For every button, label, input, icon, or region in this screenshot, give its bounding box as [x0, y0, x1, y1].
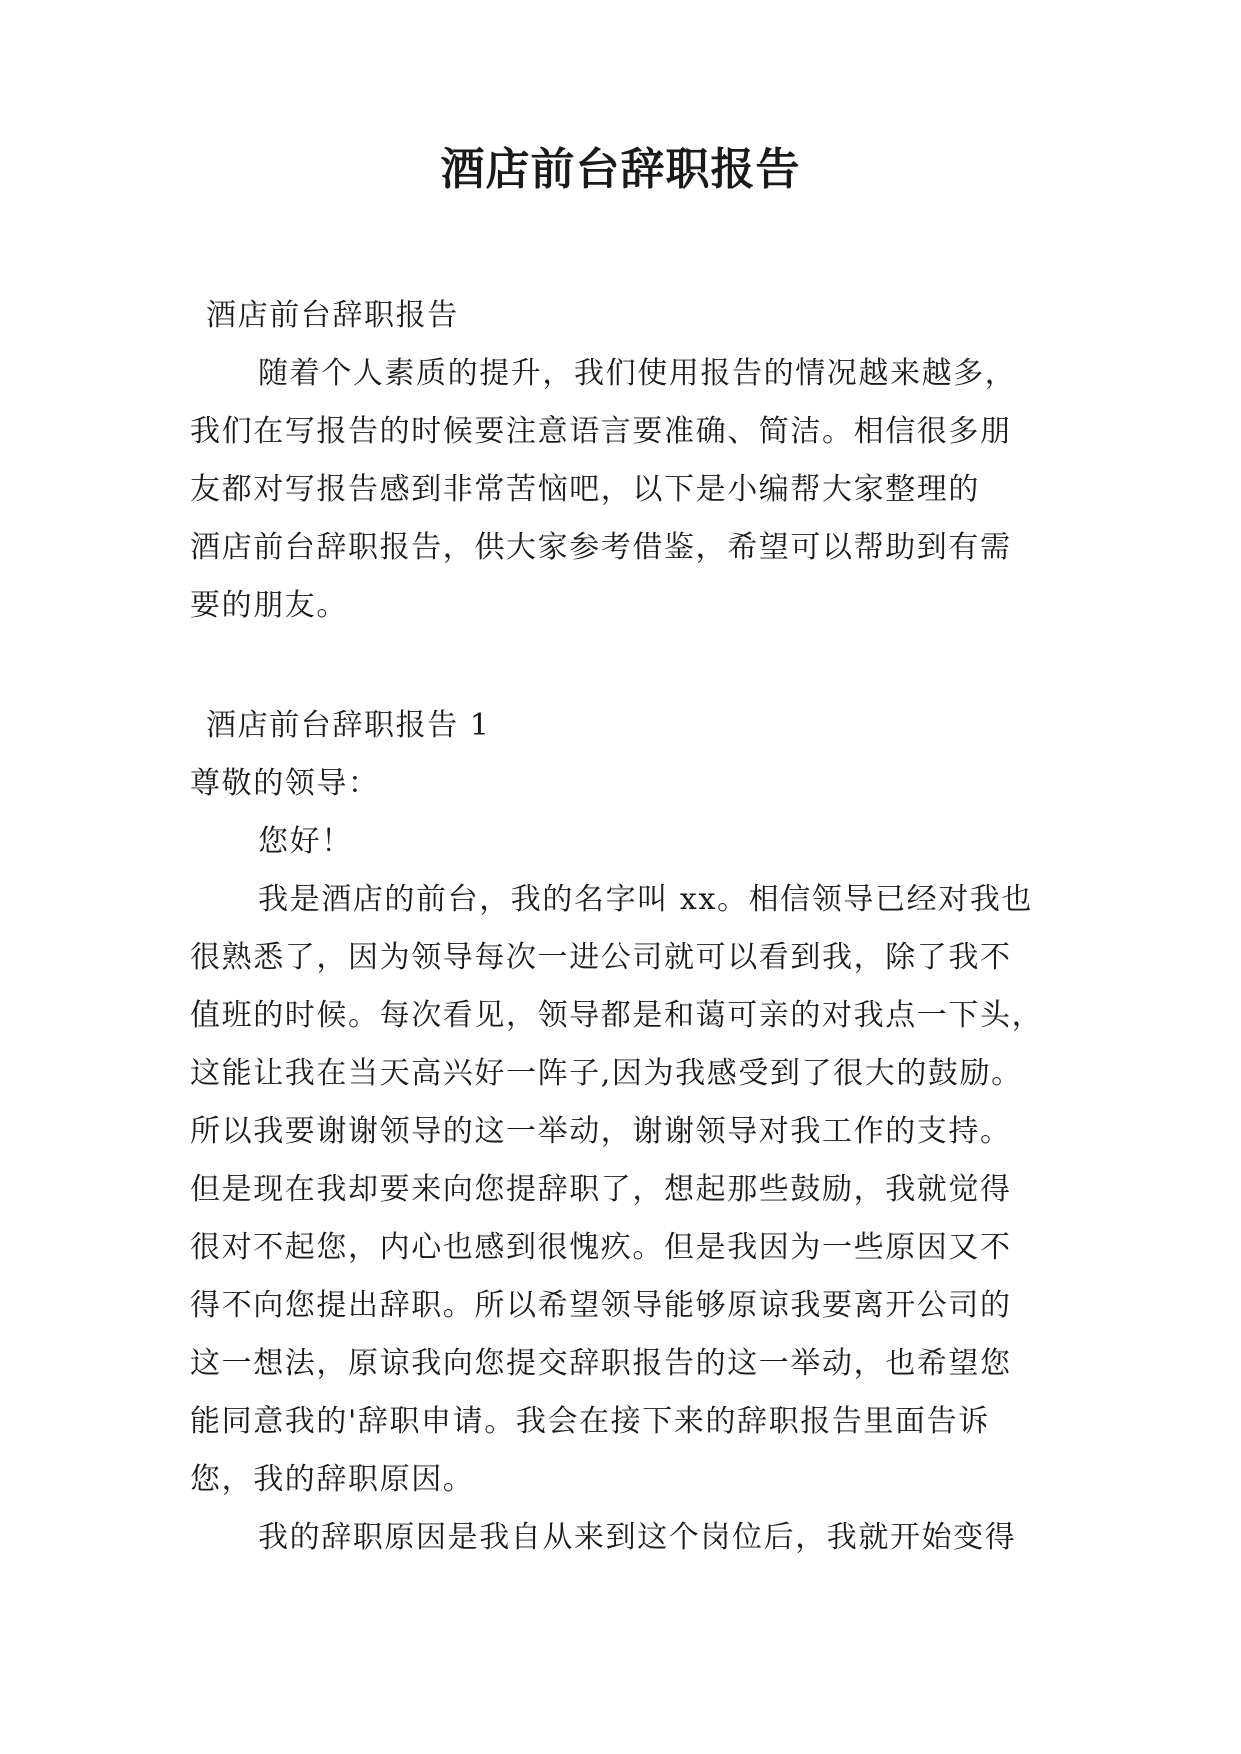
intro-line: 酒店前台辞职报告，供大家参考借鉴，希望可以帮助到有需 [190, 530, 1012, 565]
body-line: 所以我要谢谢领导的这一举动，谢谢领导对我工作的支持。 [190, 1114, 1012, 1149]
body-line: 很对不起您，内心也感到很愧疚。但是我因为一些原因又不 [190, 1230, 1012, 1265]
body-line: 能同意我的'辞职申请。我会在接下来的辞职报告里面告诉 [190, 1404, 990, 1439]
intro-line: 友都对写报告感到非常苦恼吧，以下是小编帮大家整理的 [190, 472, 980, 507]
salutation: 尊敬的领导： [190, 766, 380, 801]
body-line: 这一想法，原谅我向您提交辞职报告的这一举动，也希望您 [190, 1346, 1012, 1381]
body-line: 很熟悉了，因为领导每次一进公司就可以看到我，除了我不 [190, 940, 1012, 975]
section-heading: 酒店前台辞职报告 1 [206, 708, 491, 743]
greeting: 您好！ [258, 824, 353, 859]
intro-line: 我们在写报告的时候要注意语言要准确、简洁。相信很多朋 [190, 414, 1012, 449]
body-line: 我的辞职原因是我自从来到这个岗位后，我就开始变得 [258, 1520, 1017, 1555]
document-title: 酒店前台辞职报告 [440, 144, 801, 195]
body-line: 得不向您提出辞职。所以希望领导能够原谅我要离开公司的 [190, 1288, 1012, 1323]
document-subtitle: 酒店前台辞职报告 [206, 298, 459, 333]
body-line: 值班的时候。每次看见，领导都是和蔼可亲的对我点一下头， [190, 998, 1044, 1033]
intro-line: 要的朋友。 [190, 588, 348, 623]
body-line: 您，我的辞职原因。 [190, 1462, 475, 1497]
body-line: 我是酒店的前台，我的名字叫 xx。相信领导已经对我也 [258, 882, 1033, 917]
body-line: 这能让我在当天高兴好一阵子,因为我感受到了很大的鼓励。 [190, 1056, 1023, 1091]
body-line: 但是现在我却要来向您提辞职了，想起那些鼓励，我就觉得 [190, 1172, 1012, 1207]
intro-line: 随着个人素质的提升，我们使用报告的情况越来越多， [258, 356, 1017, 391]
